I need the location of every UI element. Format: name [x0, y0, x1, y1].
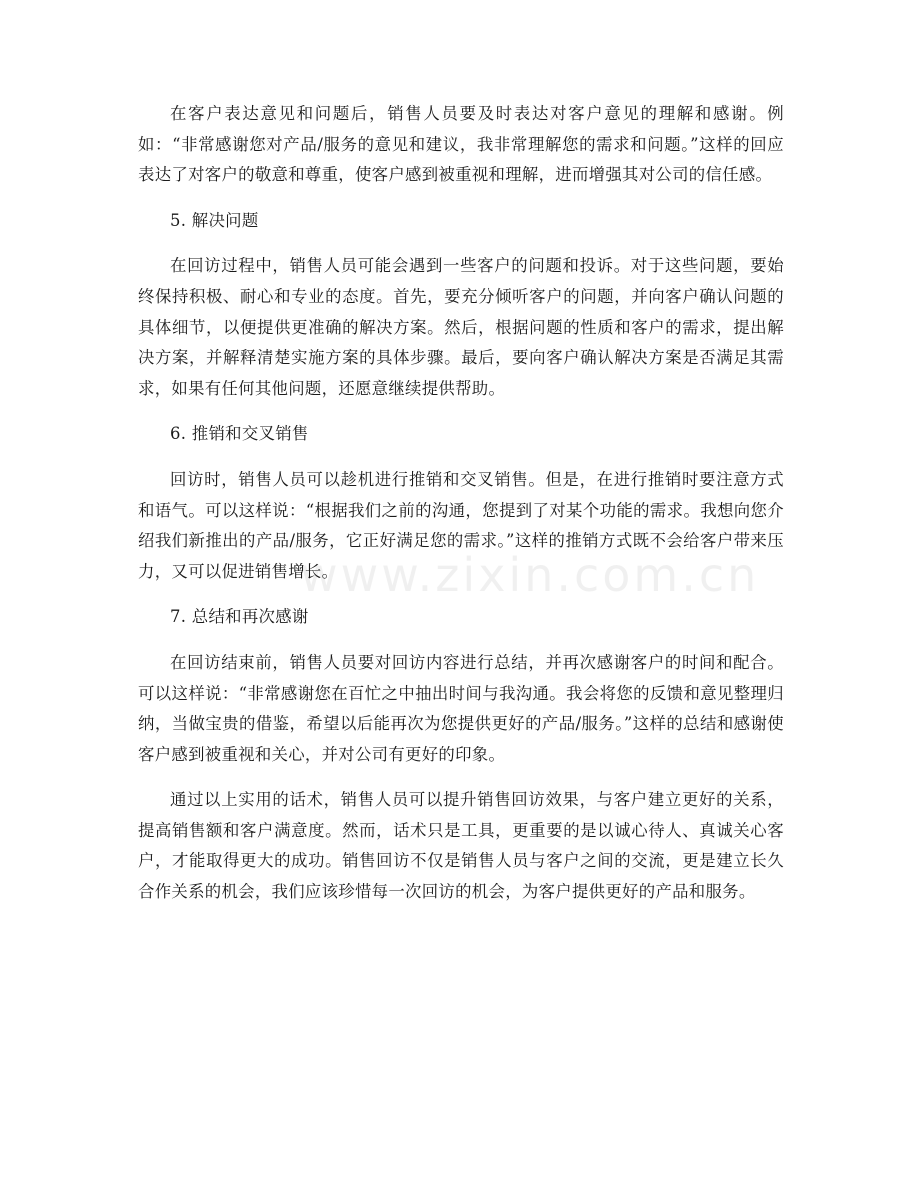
- paragraph-summary-thanks: 在回访结束前，销售人员要对回访内容进行总结，并再次感谢客户的时间和配合。可以这样说：“非常感谢您在百忙之中抽出时间与我沟通。我会将您的反馈和意见整理归纳，当做宝贵的借鉴，希望以后能再次为您提供更好的产品/服务。”这样的总结和感谢使客户感到被重视和关心，并对公司有更好的印象。: [138, 652, 784, 764]
- paragraph-thanks-response: 在客户表达意见和问题后，销售人员要及时表达对客户意见的理解和感谢。例如：“非常感谢您对产品/服务的意见和建议，我非常理解您的需求和问题。”这样的回应表达了对客户的敬意和尊重，使客户感到被重视和理解，进而增强其对公司的信任感。: [138, 104, 784, 185]
- paragraph-cross-selling: 回访时，销售人员可以趁机进行推销和交叉销售。但是，在进行推销时要注意方式和语气。可以这样说：“根据我们之前的沟通，您提到了对某个功能的需求。我想向您介绍我们新推出的产品/服务，它正好满足您的需求。”这样的推销方式既不会给客户带来压力，又可以促进销售增长。: [138, 469, 784, 581]
- document-body: [138, 99, 784, 923]
- section-heading-solve-problems: 5. 解决问题: [170, 210, 259, 230]
- paragraph-solve-problems: 在回访过程中，销售人员可能会遇到一些客户的问题和投诉。对于这些问题，要始终保持积极、耐心和专业的态度。首先，要充分倾听客户的问题，并向客户确认问题的具体细节，以便提供更准确的解决方案。然后，根据问题的性质和客户的需求，提出解决方案，并解释清楚实施方案的具体步骤。最后，要向客户确认解决方案是否满足其需求，如果有任何其他问题，还愿意继续提供帮助。: [138, 256, 784, 398]
- section-heading-cross-selling: 6. 推销和交叉销售: [170, 424, 309, 444]
- section-heading-summary-thanks: 7. 总结和再次感谢: [170, 607, 309, 627]
- watermark-text: www.zixin.com.cn: [300, 548, 760, 602]
- paragraph-conclusion: 通过以上实用的话术，销售人员可以提升销售回访效果，与客户建立更好的关系，提高销售额和客户满意度。然而，话术只是工具，更重要的是以诚心待人、真诚关心客户，才能取得更大的成功。销售回访不仅是销售人员与客户之间的交流，更是建立长久合作关系的机会，我们应该珍惜每一次回访的机会，为客户提供更好的产品和服务。: [138, 790, 784, 902]
